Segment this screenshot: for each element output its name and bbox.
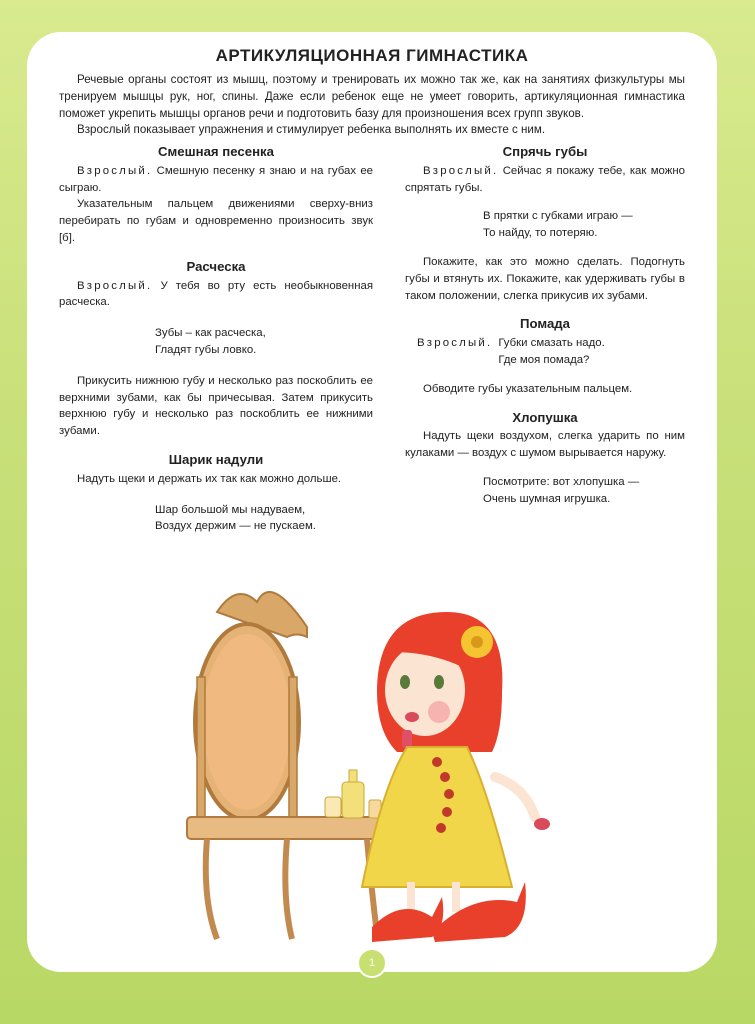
page-card xyxy=(27,32,717,972)
intro-paragraph: Речевые органы состоят из мышц, поэтому и тренировать их можно так же, как на занятиях физкультуры мы тренируем мышцы рук, ног, спины. Даже если ребенок еще не умеет говорить, артикуляционная гимнастика поможет укрепить мышцы органов речи и подготовить базу для произношения всех групп звуков. xyxy=(59,73,685,120)
instruction: Надуть щеки воздухом, слегка ударить по ним кулаками — воздух с шумом вырывается наружу. xyxy=(405,430,685,460)
instruction: Прикусить нижнюю губу и несколько раз поскоблить ее верхними зубами, как бы причесывая. Затем прикусить верхнюю губу и несколько раз поскоблить ее нижними зубами. xyxy=(59,374,373,438)
right-column xyxy=(405,144,685,520)
instruction: Обводите губы указательным пальцем. xyxy=(423,382,633,395)
section-title: Шарик надули xyxy=(168,451,264,467)
verse-line: Губки смазать надо. xyxy=(498,337,605,350)
speaker-label: Взрослый. xyxy=(77,164,153,177)
verse xyxy=(59,325,373,359)
verse xyxy=(405,474,685,508)
adult-verse xyxy=(405,335,685,369)
instruction: Указательным пальцем движениями сверху-вниз перебирать по губам и одновременно произносить звук [б]. xyxy=(59,198,373,244)
speaker-label: Взрослый. xyxy=(417,337,493,350)
adult-line xyxy=(405,163,685,197)
corner-dot xyxy=(41,956,51,966)
verse-line: Воздух держим — не пускаем. xyxy=(155,520,316,533)
verse xyxy=(59,502,373,536)
verse-line: Очень шумная игрушка. xyxy=(483,492,611,505)
verse-line: Шар большой мы надуваем, xyxy=(155,503,306,516)
section-title: Хлопушка xyxy=(512,409,578,425)
left-column xyxy=(59,144,373,549)
corner-dot xyxy=(693,956,703,966)
adult-line xyxy=(59,163,373,197)
speaker-label: Взрослый. xyxy=(423,164,499,177)
verse xyxy=(405,208,685,242)
verse-line: В прятки с губками играю — xyxy=(483,210,633,223)
verse-line: Гладят губы ловко. xyxy=(155,343,257,356)
page-title: АРТИКУЛЯЦИОННАЯ ГИМНАСТИКА xyxy=(215,46,529,65)
mirror xyxy=(195,592,307,820)
intro-paragraph: Взрослый показывает упражнения и стимулирует ребенка выполнять их вместе с ним. xyxy=(77,123,546,137)
verse-line: Посмотрите: вот хлопушка — xyxy=(483,475,640,488)
verse-line: Где моя помада? xyxy=(498,353,590,366)
verse-line: Зубы – как расческа, xyxy=(155,327,266,340)
speaker-label: Взрослый. xyxy=(77,279,153,292)
page-number: 1 xyxy=(357,948,387,978)
instruction: Надуть щеки и держать их так как можно дольше. xyxy=(77,472,342,485)
section-title: Расческа xyxy=(186,258,246,274)
section-title: Смешная песенка xyxy=(158,144,274,159)
intro xyxy=(59,72,685,139)
adult-text: Сейчас я покажу тебе, как можно спрятать губы. xyxy=(405,164,685,194)
girl-at-mirror-illustration xyxy=(177,572,607,972)
section-title: Спрячь губы xyxy=(502,144,588,159)
instruction: Покажите, как это можно сделать. Подогнуть губы и втянуть их. Покажите, как удерживать губы в таком положении, слегка прикусив их зубами. xyxy=(405,255,685,302)
adult-text: Смешную песенку я знаю и на губах ее сыграю. xyxy=(59,164,373,194)
verse-line: То найду, то потеряю. xyxy=(483,227,598,240)
adult-text: У тебя во рту есть необыкновенная расческа. xyxy=(59,279,374,309)
girl xyxy=(362,612,550,942)
cosmetic-bottles xyxy=(325,770,381,818)
adult-line xyxy=(59,278,373,312)
section-title: Помада xyxy=(520,316,570,332)
